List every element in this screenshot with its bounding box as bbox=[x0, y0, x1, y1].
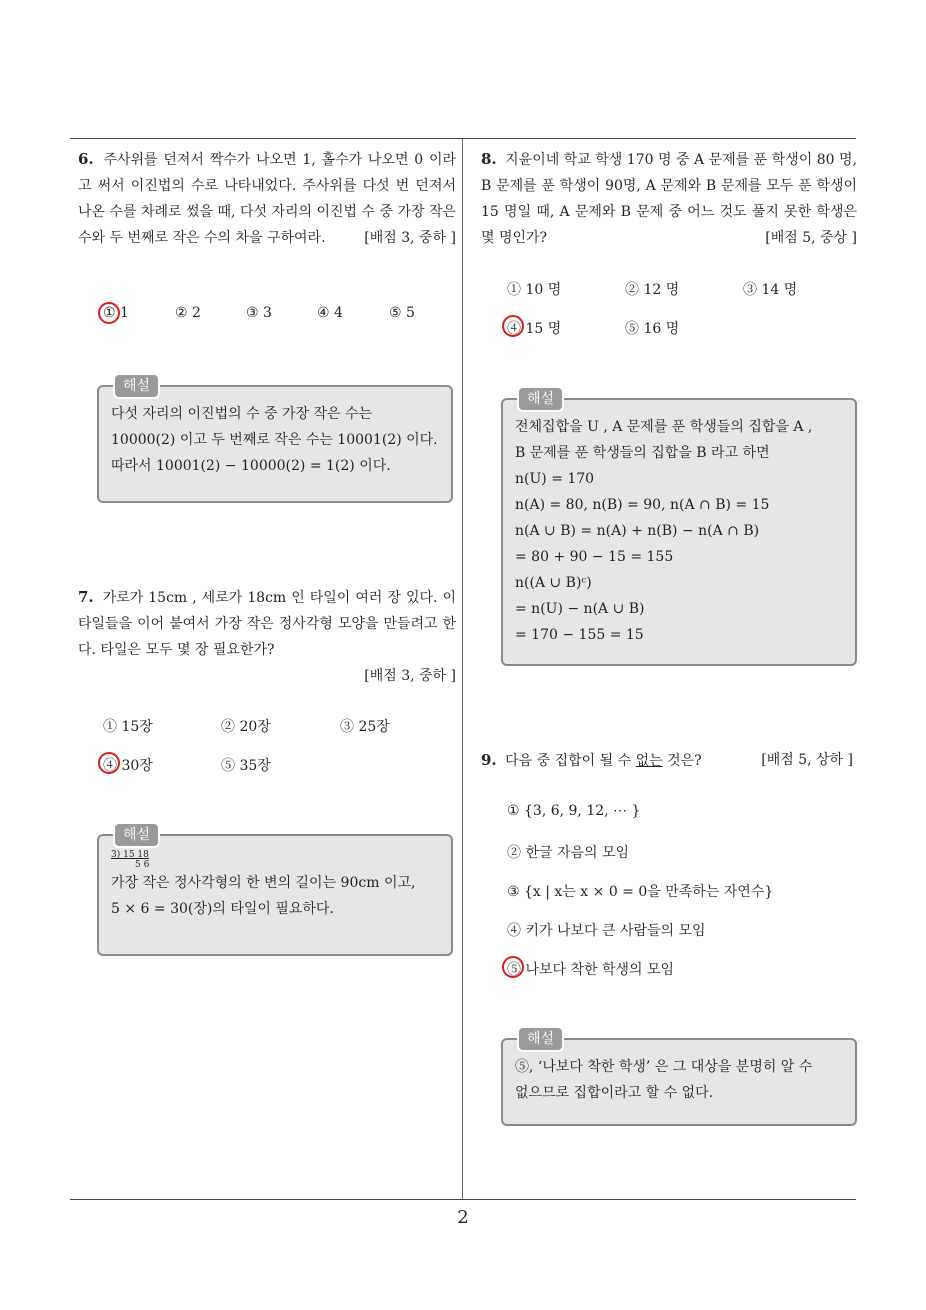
question-9-stem bbox=[481, 747, 857, 774]
option-1[interactable]: ① {3, 6, 9, 12, ⋯ } bbox=[507, 803, 641, 819]
solution-tag: 해설 bbox=[517, 1026, 564, 1052]
answer-mark-icon bbox=[502, 956, 524, 978]
solution-box-9 bbox=[501, 1031, 857, 1126]
question-text: 다음 중 집합이 될 수 bbox=[505, 753, 636, 769]
question-text: 주사위를 던져서 짝수가 나오면 1, 홀수가 나오면 0 이라고 써서 이진법의 수로 나타내었다. 주사위를 다섯 번 던져서 나온 수를 차례로 썼을 때, 다섯 자리의 이진법 수 중 가장 작은 수와 두 번째로 작은 수의 차을 구하여라. bbox=[78, 152, 457, 246]
solution-tag: 해설 bbox=[113, 822, 160, 848]
option-3[interactable]: ③ 25장 bbox=[340, 719, 390, 735]
score-label: [배점 5, 상하 ] bbox=[761, 752, 853, 768]
solution-text: ⑤, ‘나보다 착한 학생’ 은 그 대상을 분명히 알 수 없으므로 집합이라고 할 수 없다. bbox=[515, 1059, 813, 1101]
question-number: 7. bbox=[78, 588, 94, 606]
option-4[interactable]: ④ 15 명 bbox=[507, 318, 561, 338]
option-2[interactable]: ② 2 bbox=[175, 305, 201, 321]
option-5[interactable]: ⑤ 16 명 bbox=[625, 321, 680, 337]
question-number: 8. bbox=[481, 150, 497, 168]
option-4[interactable]: ④ 30장 bbox=[103, 755, 153, 775]
score-label: [배점 3, 중하 ] bbox=[364, 230, 456, 246]
option-2[interactable]: ② 20장 bbox=[221, 719, 271, 735]
question-text: 가로가 15cm , 세로가 18cm 인 타일이 여러 장 있다. 이 타일들을 이어 붙여서 가장 작은 정사각형 모양을 만들려고 한다. 타일은 모두 몇 장 필요한가? bbox=[78, 590, 456, 658]
question-7-stem bbox=[78, 584, 456, 663]
solution-text: 가장 작은 정사각형의 한 변의 길이는 90cm 이고, 5 × 6 = 30(장)의 타일이 필요하다. bbox=[111, 875, 416, 917]
gcd-division: 3) 15 18 5 6 bbox=[111, 850, 150, 870]
question-text: 지윤이네 학교 학생 170 명 중 A 문제를 푼 학생이 80 명, B 문제를 푼 학생이 90명, A 문제와 B 문제를 모두 푼 학생이 15 명일 때, A 문제와 B 문제 중 어느 것도 풀지 못한 학생은 몇 명인가? bbox=[481, 152, 857, 246]
solution-tag: 해설 bbox=[113, 373, 160, 399]
option-2[interactable]: ② 12 명 bbox=[625, 282, 680, 298]
solution-box-7 bbox=[97, 827, 453, 956]
option-5[interactable]: ⑤ 5 bbox=[389, 305, 415, 321]
option-3[interactable]: ③ 3 bbox=[246, 305, 272, 321]
solution-box-8 bbox=[501, 391, 857, 666]
question-text-end: 것은? bbox=[662, 753, 702, 769]
solution-tag: 해설 bbox=[517, 386, 564, 412]
question-8 bbox=[481, 146, 857, 251]
option-4[interactable]: ④ 4 bbox=[317, 305, 343, 321]
option-1[interactable]: ① 10 명 bbox=[507, 282, 562, 298]
solution-box-6 bbox=[97, 378, 453, 503]
option-4[interactable]: ④ 키가 나보다 큰 사람들의 모임 bbox=[507, 923, 706, 939]
solution-text: 다섯 자리의 이진법의 수 중 가장 작은 수는 10000(2) 이고 두 번째로 작은 수는 10001(2) 이다. 따라서 10001(2) − 10000(2) = 1(2) 이다. bbox=[111, 406, 438, 474]
question-emphasis: 없는 bbox=[635, 753, 663, 769]
page-number: 2 bbox=[457, 1207, 469, 1228]
question-number: 6. bbox=[78, 150, 94, 168]
answer-mark-icon bbox=[502, 315, 524, 337]
option-5[interactable]: ⑤ 35장 bbox=[221, 758, 271, 774]
bottom-rule bbox=[70, 1199, 856, 1200]
option-1[interactable]: ① 1 bbox=[103, 305, 129, 321]
option-2[interactable]: ② 한글 자음의 모임 bbox=[507, 845, 630, 861]
question-9 bbox=[481, 747, 857, 774]
answer-mark-icon bbox=[98, 752, 120, 774]
score-label: [배점 3, 중하 ] bbox=[364, 668, 456, 684]
question-7 bbox=[78, 584, 456, 689]
question-6 bbox=[78, 146, 456, 251]
column-divider bbox=[462, 139, 463, 1199]
solution-text: 전체집합을 U , A 문제를 푼 학생들의 집합을 A , B 문제를 푼 학생들의 집합을 B 라고 하면 n(U) = 170 n(A) = 80, n(B) = 90, n(A ∩ B) = 15 n(A ∪ B) = n(A) + n(B) − n(A ∩ B) = 80 + 90 − 15 = 155 n((A ∪ B)ᶜ) = n(U) − n(A ∪ B) = 170 − 155 = 15 bbox=[515, 419, 813, 643]
option-1[interactable]: ① 15장 bbox=[103, 719, 153, 735]
question-number: 9. bbox=[481, 751, 497, 769]
top-rule bbox=[70, 138, 856, 139]
score-label: [배점 5, 중상 ] bbox=[765, 230, 857, 246]
option-5[interactable]: ⑤ 나보다 착한 학생의 모임 bbox=[507, 959, 674, 979]
answer-mark-icon bbox=[98, 302, 120, 324]
option-3[interactable]: ③ 14 명 bbox=[743, 282, 798, 298]
option-3[interactable]: ③ {x | x는 x × 0 = 0을 만족하는 자연수} bbox=[507, 884, 774, 900]
